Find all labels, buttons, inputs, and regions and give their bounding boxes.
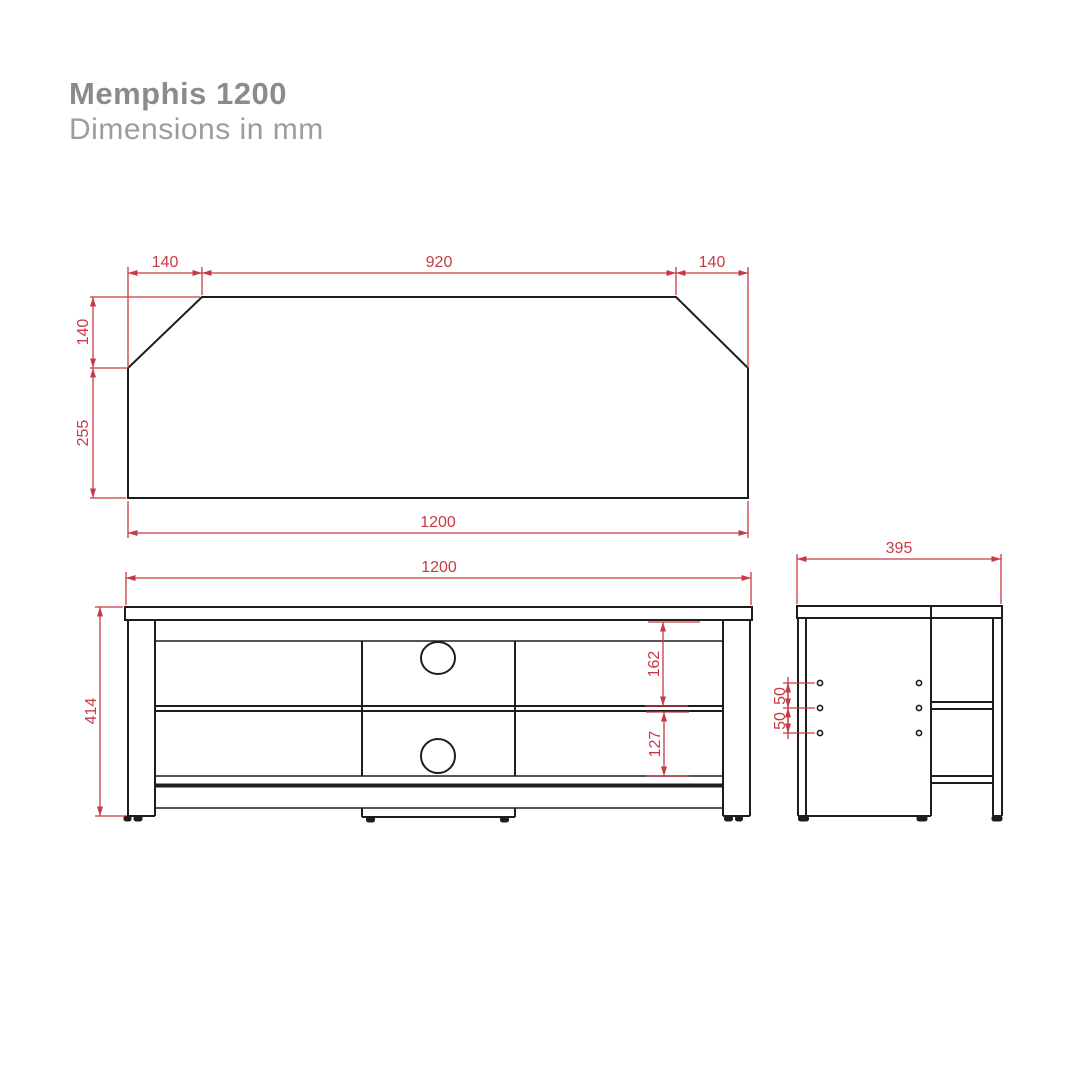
drawing-subtitle: Dimensions in mm — [69, 113, 324, 146]
dim-label-bottom-clearance: 127 — [647, 730, 664, 758]
front-view-dimension-lines — [100, 578, 751, 816]
dim-label-chamfer-left: 140 — [151, 254, 179, 271]
dim-label-hole-spacing-lower: 50 — [772, 712, 789, 730]
dim-label-front-overall-width: 1200 — [421, 559, 457, 576]
dim-label-overall-depth: 395 — [885, 540, 913, 557]
centre-pedestal — [362, 808, 515, 817]
top-view-dimension-lines — [93, 273, 748, 533]
dim-label-top-overall-width: 1200 — [420, 514, 456, 531]
dim-label-chamfer-right: 140 — [698, 254, 726, 271]
front-view-outline — [124, 607, 753, 823]
cable-hole-upper — [421, 642, 455, 674]
top-view-outline — [128, 297, 748, 498]
drawing-title: Memphis 1200 — [69, 76, 287, 111]
dim-label-hole-spacing-upper: 50 — [772, 687, 789, 705]
dim-label-left-edge: 255 — [75, 419, 92, 447]
dim-label-top-clearance: 162 — [646, 650, 663, 678]
top-view — [75, 254, 748, 538]
front-view — [83, 559, 752, 823]
side-view — [772, 540, 1003, 822]
side-view-extension-lines — [783, 554, 1001, 739]
cable-hole-lower — [421, 739, 455, 773]
dim-label-overall-height: 414 — [83, 697, 100, 725]
dim-label-chamfer-height: 140 — [75, 318, 92, 346]
front-view-extension-lines — [95, 572, 751, 816]
dim-label-top-edge: 920 — [425, 254, 453, 271]
side-view-outline — [797, 606, 1003, 822]
side-view-dimension-lines — [788, 559, 1001, 733]
shelf-pin-holes — [817, 680, 921, 735]
